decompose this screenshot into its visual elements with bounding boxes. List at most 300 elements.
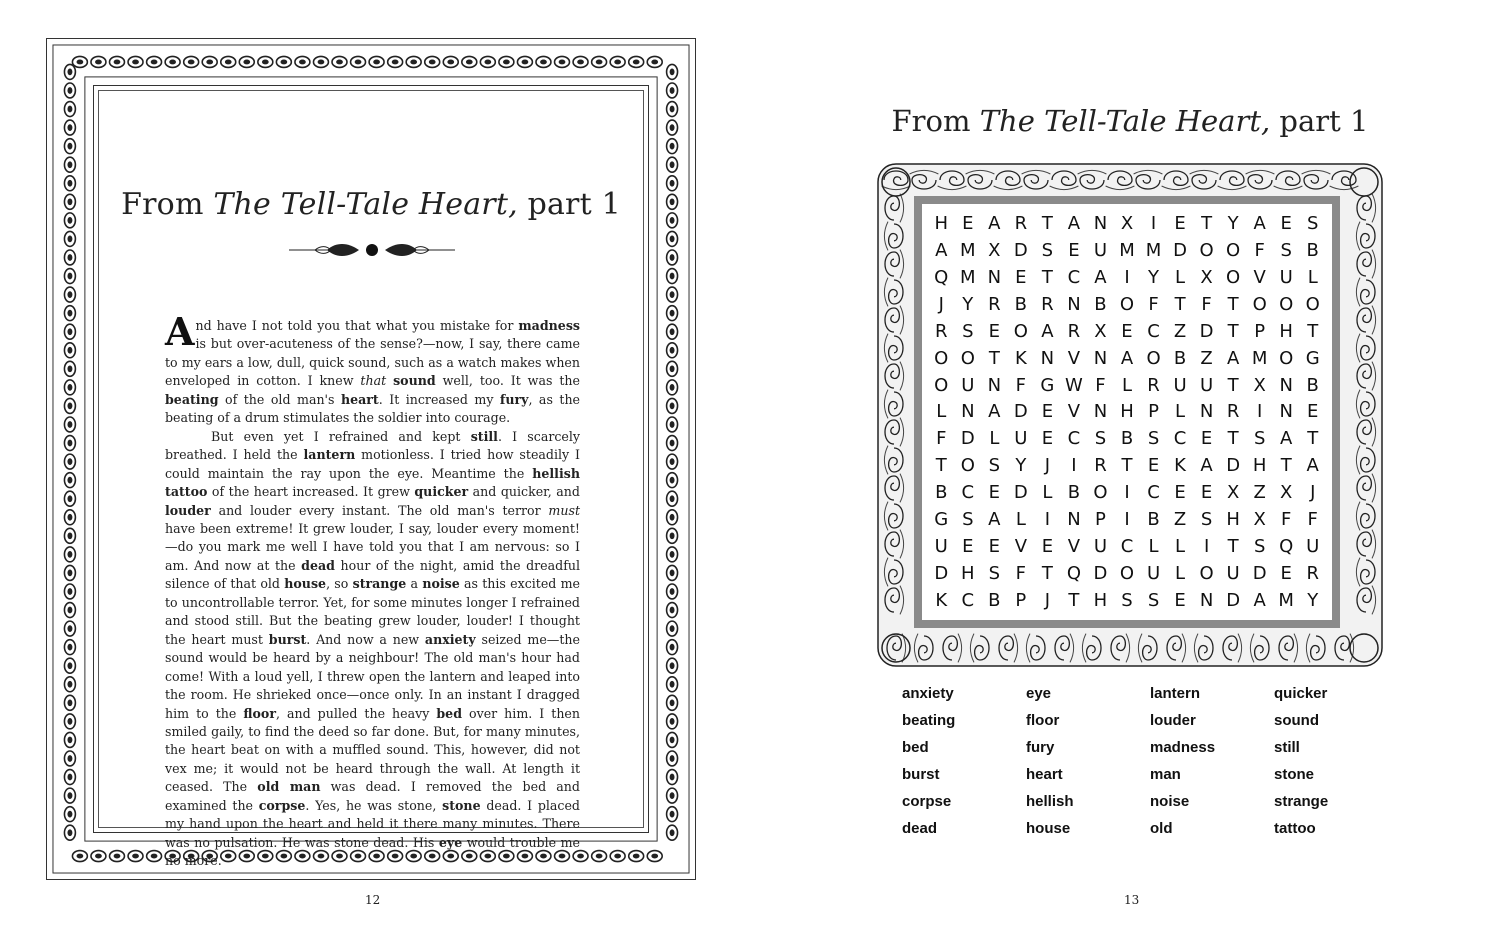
grid-cell: Z xyxy=(1200,347,1213,369)
grid-cell: R xyxy=(988,293,1001,315)
text-run: seized me—the sound would be heard by a neighbour! The old man's hour had come! With a loud yell, I threw open the lantern and leaped into the room. He shrieked once—once only. In an instant I dragged him to the xyxy=(165,631,580,721)
grid-cell: B xyxy=(1306,374,1319,396)
grid-cell: Y xyxy=(1307,590,1319,612)
grid-cell: O xyxy=(1279,293,1294,315)
grid-cell: N xyxy=(1093,347,1108,369)
keyword: stone xyxy=(442,797,481,813)
grid-cell: F xyxy=(1254,239,1265,261)
grid-cell: R xyxy=(1147,374,1160,396)
word-list xyxy=(902,684,1362,846)
text-run: well, too. It was the xyxy=(435,373,580,389)
grid-cell: R xyxy=(1067,320,1081,342)
grid-cell: X xyxy=(1200,266,1213,288)
grid-cell: E xyxy=(1041,401,1054,423)
grid-cell: E xyxy=(962,212,974,234)
grid-cell: H xyxy=(1120,401,1134,423)
grid-cell: D xyxy=(1173,239,1187,261)
keyword: louder xyxy=(165,502,211,518)
text-run: motionless. I tried how steadily I could maintain the ray upon the eye. Meantime the xyxy=(165,447,581,481)
grid-cell: C xyxy=(1147,320,1160,342)
grid-cell: H xyxy=(934,212,949,234)
grid-cell: L xyxy=(1121,374,1132,396)
grid-cell: Z xyxy=(1173,509,1187,531)
grid-cell: U xyxy=(1306,536,1320,558)
grid-cell: U xyxy=(1093,239,1108,261)
grid-cell: E xyxy=(1174,212,1186,234)
text-run: But even yet I refrained and kept xyxy=(211,428,471,444)
keyword: bed xyxy=(436,705,462,721)
grid-cell: R xyxy=(1041,293,1054,315)
text-run: a xyxy=(406,576,423,592)
grid-cell: S xyxy=(1041,239,1054,261)
grid-cell: T xyxy=(1227,536,1239,558)
text-run: would trouble me no more. xyxy=(165,834,580,869)
grid-cell: D xyxy=(1226,455,1241,477)
letter-grid xyxy=(928,210,1326,614)
text-run: . It increased my xyxy=(378,391,500,407)
grid-cell: I xyxy=(1257,401,1263,423)
grid-cell: N xyxy=(1093,212,1108,234)
grid-cell: N xyxy=(1093,401,1108,423)
grid-cell: A xyxy=(1094,266,1107,288)
grid-cell: N xyxy=(1067,293,1081,315)
grid-cell: N xyxy=(1040,347,1055,369)
grid-cell: K xyxy=(1174,455,1186,477)
grid-cell: F xyxy=(936,428,947,450)
search-word: madness xyxy=(1150,739,1216,756)
grid-cell: M xyxy=(960,239,976,261)
grid-cell: B xyxy=(1014,293,1028,315)
title-suffix: part 1 xyxy=(517,187,621,222)
grid-cell: D xyxy=(1093,563,1108,585)
grid-cell: T xyxy=(1068,590,1080,612)
grid-cell: T xyxy=(1227,428,1239,450)
grid-cell: T xyxy=(1227,293,1239,315)
grid-cell: J xyxy=(1310,482,1316,504)
grid-cell: E xyxy=(988,320,1001,342)
grid-cell: D xyxy=(934,563,949,585)
grid-cell: A xyxy=(1280,428,1293,450)
grid-cell: S xyxy=(1253,428,1266,450)
grid-cell: N xyxy=(1199,401,1214,423)
grid-cell: N xyxy=(1067,509,1081,531)
grid-cell: O xyxy=(1199,563,1214,585)
search-word: heart xyxy=(1026,766,1063,783)
grid-cell: F xyxy=(1015,374,1027,396)
text-run: over him. I then smiled gaily, to find the deed so far done. But, for many minutes, the heart beat on with a muffled sound. This, however, did not vex me; it would not be heard through the wall. At length it ceased. The xyxy=(165,705,580,795)
grid-cell: V xyxy=(1253,266,1266,288)
search-word: burst xyxy=(902,766,940,783)
grid-cell: R xyxy=(1306,563,1319,585)
search-word: noise xyxy=(1150,793,1190,810)
grid-cell: V xyxy=(1067,401,1081,423)
grid-cell: J xyxy=(938,293,944,315)
search-word: tattoo xyxy=(1274,820,1316,837)
grid-cell: U xyxy=(961,374,975,396)
grid-cell: B xyxy=(935,482,948,504)
grid-cell: X xyxy=(1094,320,1107,342)
grid-cell: S xyxy=(1147,428,1160,450)
grid-cell: O xyxy=(1119,563,1135,585)
grid-cell: T xyxy=(935,455,947,477)
grid-cell: O xyxy=(1093,482,1108,504)
text-run: was dead. I removed the bed and examined the xyxy=(165,779,580,813)
grid-cell: L xyxy=(989,428,1000,450)
grid-cell: C xyxy=(1067,266,1081,288)
grid-cell: E xyxy=(1015,266,1027,288)
keyword: old man xyxy=(257,779,321,795)
grid-cell: U xyxy=(934,536,948,558)
grid-cell: B xyxy=(1306,239,1319,261)
grid-cell: E xyxy=(1068,239,1080,261)
search-word: lantern xyxy=(1150,685,1201,702)
grid-cell: O xyxy=(960,455,975,477)
search-word: eye xyxy=(1026,685,1052,702)
paragraph-1 xyxy=(165,309,581,428)
grid-cell: C xyxy=(1147,482,1160,504)
text-run: . And now a new xyxy=(306,631,425,647)
grid-cell: Y xyxy=(1227,212,1239,234)
grid-cell: T xyxy=(1227,374,1239,396)
grid-cell: E xyxy=(1280,563,1292,585)
grid-cell: E xyxy=(1041,536,1054,558)
grid-cell: T xyxy=(1174,293,1186,315)
grid-cell: N xyxy=(1279,374,1293,396)
title-italic: The Tell-Tale Heart, xyxy=(979,104,1271,138)
text-run: must xyxy=(548,502,580,518)
grid-cell: D xyxy=(1013,401,1028,423)
grid-cell: Y xyxy=(1148,266,1160,288)
title-suffix: part 1 xyxy=(1270,104,1369,138)
grid-cell: E xyxy=(988,536,1001,558)
grid-cell: R xyxy=(1014,212,1028,234)
grid-cell: V xyxy=(1067,536,1081,558)
search-word: louder xyxy=(1150,712,1196,729)
grid-cell: Y xyxy=(1015,455,1027,477)
grid-cell: S xyxy=(1121,590,1133,612)
keyword: quicker xyxy=(414,484,469,500)
text-run: and quicker, and xyxy=(468,484,580,500)
grid-cell: S xyxy=(988,563,1001,585)
search-word: dead xyxy=(902,820,938,837)
grid-cell: D xyxy=(1013,239,1028,261)
grid-cell: D xyxy=(960,428,975,450)
grid-cell: F xyxy=(1307,509,1318,531)
grid-cell: A xyxy=(1041,320,1054,342)
grid-cell: P xyxy=(1015,590,1027,612)
grid-cell: E xyxy=(1174,482,1186,504)
grid-cell: A xyxy=(1253,212,1266,234)
grid-cell: P xyxy=(1148,401,1159,423)
grid-cell: I xyxy=(1150,212,1157,234)
grid-cell: N xyxy=(1279,401,1293,423)
grid-cell: F xyxy=(1281,509,1292,531)
grid-cell: S xyxy=(962,320,974,342)
grid-cell: S xyxy=(962,509,974,531)
search-word: quicker xyxy=(1274,685,1328,702)
text-run: of the old man's xyxy=(218,391,341,407)
keyword: madness xyxy=(518,318,580,333)
grid-cell: C xyxy=(1173,428,1187,450)
grid-cell: B xyxy=(1120,428,1134,450)
word-search-puzzle xyxy=(914,196,1340,628)
grid-cell: Q xyxy=(1279,536,1294,558)
grid-cell: S xyxy=(1307,212,1319,234)
grid-cell: P xyxy=(1095,509,1106,531)
grid-cell: A xyxy=(1226,347,1240,369)
grid-cell: N xyxy=(1199,590,1214,612)
right-page-title xyxy=(880,104,1380,138)
grid-cell: Q xyxy=(934,266,949,288)
grid-cell: L xyxy=(1175,536,1186,558)
text-run: and louder every instant. The old man's terror xyxy=(210,502,549,518)
grid-cell: T xyxy=(1307,428,1319,450)
grid-cell: X xyxy=(1280,482,1293,504)
text-run: is but over-acuteness of the sense?—now, I say, there came to my ears a low, dull, quick sound, such as a watch makes when enveloped in cotton. I knew xyxy=(165,336,580,389)
grid-cell: N xyxy=(961,401,975,423)
grid-cell: S xyxy=(1094,428,1107,450)
grid-cell: A xyxy=(935,239,948,261)
grid-cell: V xyxy=(1067,347,1081,369)
grid-cell: O xyxy=(1146,347,1161,369)
grid-cell: F xyxy=(1095,374,1106,396)
keyword: still xyxy=(470,428,498,444)
grid-cell: F xyxy=(1015,563,1027,585)
grid-cell: A xyxy=(1200,455,1213,477)
grid-cell: E xyxy=(1174,590,1186,612)
grid-cell: X xyxy=(1120,212,1134,234)
grid-cell: E xyxy=(1041,428,1054,450)
search-word: fury xyxy=(1026,739,1055,756)
grid-cell: Z xyxy=(1253,482,1266,504)
grid-cell: G xyxy=(1040,374,1055,396)
grid-cell: O xyxy=(1305,293,1320,315)
search-word: floor xyxy=(1026,712,1060,729)
grid-cell: L xyxy=(1307,266,1318,288)
title-prefix: From xyxy=(121,187,214,222)
grid-cell: K xyxy=(1014,347,1027,369)
grid-cell: H xyxy=(1226,509,1240,531)
keyword: floor xyxy=(243,705,276,721)
grid-cell: O xyxy=(1252,293,1267,315)
story-excerpt xyxy=(165,309,581,871)
grid-cell: J xyxy=(1044,590,1051,612)
grid-cell: V xyxy=(1014,536,1028,558)
title-italic: The Tell-Tale Heart, xyxy=(213,187,518,222)
grid-cell: E xyxy=(1147,455,1160,477)
search-word: man xyxy=(1150,766,1181,783)
paragraph-2 xyxy=(165,428,580,871)
text-run: , as the beating of a drum stimulates the soldier into courage. xyxy=(165,391,581,426)
grid-cell: X xyxy=(1253,509,1266,531)
text-run: hour of the night, amid the dreadful silence of that old xyxy=(165,557,580,592)
grid-cell: C xyxy=(1067,428,1081,450)
left-page-number: 12 xyxy=(365,893,381,907)
grid-cell: X xyxy=(988,239,1001,261)
grid-cell: B xyxy=(988,590,1001,612)
grid-cell: U xyxy=(1014,428,1028,450)
grid-cell: N xyxy=(987,374,1002,396)
left-page-title xyxy=(47,187,695,222)
text-run: , so xyxy=(326,576,353,592)
keyword: anxiety xyxy=(424,631,476,647)
fleuron-divider-icon xyxy=(287,237,457,263)
right-page-number: 13 xyxy=(1124,893,1140,907)
grid-cell: F xyxy=(1148,293,1159,315)
keyword: fury xyxy=(499,391,529,407)
grid-cell: A xyxy=(988,509,1001,531)
grid-cell: L xyxy=(1175,401,1186,423)
grid-cell: D xyxy=(1199,320,1214,342)
grid-cell: L xyxy=(1175,266,1186,288)
grid-cell: A xyxy=(1253,590,1266,612)
keyword: heart xyxy=(340,391,379,407)
grid-cell: I xyxy=(1071,455,1077,477)
search-word: anxiety xyxy=(902,685,954,702)
grid-cell: S xyxy=(1280,239,1292,261)
search-word: beating xyxy=(902,712,956,729)
title-prefix: From xyxy=(891,104,980,138)
grid-cell: T xyxy=(1041,266,1053,288)
grid-cell: L xyxy=(1042,482,1053,504)
text-run: . I scarcely breathed. I held the xyxy=(165,428,580,463)
grid-cell: M xyxy=(1251,347,1268,369)
grid-cell: T xyxy=(1041,563,1053,585)
grid-cell: J xyxy=(1044,455,1051,477)
grid-cell: O xyxy=(1226,239,1241,261)
grid-cell: B xyxy=(1147,509,1160,531)
keyword: lantern xyxy=(303,447,356,463)
grid-cell: M xyxy=(1278,590,1294,612)
grid-cell: E xyxy=(1280,212,1292,234)
grid-cell: F xyxy=(1201,293,1212,315)
keyword: eye xyxy=(438,834,463,850)
grid-cell: Y xyxy=(962,293,974,315)
keyword: dead xyxy=(301,557,335,573)
grid-cell: Z xyxy=(1173,320,1187,342)
grid-cell: X xyxy=(1253,374,1266,396)
search-word: house xyxy=(1026,820,1071,837)
grid-cell: E xyxy=(1200,428,1213,450)
grid-cell: M xyxy=(1145,239,1162,261)
grid-cell: T xyxy=(988,347,1000,369)
drop-cap: A xyxy=(165,309,195,354)
search-word: strange xyxy=(1274,793,1329,810)
grid-cell: D xyxy=(1013,482,1028,504)
keyword: corpse xyxy=(258,797,306,813)
grid-cell: H xyxy=(1252,455,1267,477)
grid-cell: S xyxy=(988,455,1001,477)
grid-cell: D xyxy=(1226,590,1241,612)
grid-cell: I xyxy=(1124,509,1130,531)
grid-cell: L xyxy=(1175,563,1186,585)
grid-cell: U xyxy=(1200,374,1214,396)
grid-cell: M xyxy=(1119,239,1135,261)
grid-cell: O xyxy=(1199,239,1214,261)
grid-cell: S xyxy=(1147,590,1160,612)
grid-cell: P xyxy=(1254,320,1266,342)
grid-cell: E xyxy=(1200,482,1213,504)
grid-cell: A xyxy=(988,212,1001,234)
grid-cell: D xyxy=(1252,563,1267,585)
grid-cell: H xyxy=(1279,320,1293,342)
grid-cell: S xyxy=(1253,536,1266,558)
grid-cell: O xyxy=(1279,347,1294,369)
grid-cell: U xyxy=(1146,563,1161,585)
grid-cell: E xyxy=(988,482,1001,504)
grid-cell: O xyxy=(934,347,949,369)
grid-cell: X xyxy=(1226,482,1240,504)
grid-cell: H xyxy=(1093,590,1108,612)
keyword: strange xyxy=(352,576,407,592)
grid-cell: R xyxy=(935,320,948,342)
keyword: hellish tattoo xyxy=(165,465,580,500)
grid-cell: I xyxy=(1124,266,1130,288)
grid-cell: T xyxy=(1121,455,1133,477)
grid-cell: S xyxy=(1200,509,1213,531)
text-run: , and pulled the heavy xyxy=(275,705,437,721)
search-word: corpse xyxy=(902,793,952,810)
text-run: have been extreme! It grew louder, I say, louder every moment!—do you mark me well I have told you that I am nervous: so I am. And now at the xyxy=(165,520,580,573)
keyword: sound xyxy=(393,373,436,389)
grid-cell: M xyxy=(960,266,976,288)
grid-cell: R xyxy=(1226,401,1240,423)
grid-cell: T xyxy=(1201,212,1213,234)
grid-cell: E xyxy=(1121,320,1133,342)
grid-cell: G xyxy=(934,509,949,531)
grid-cell: U xyxy=(1226,563,1240,585)
grid-cell: L xyxy=(936,401,947,423)
grid-cell: I xyxy=(1203,536,1210,558)
grid-cell: U xyxy=(1093,536,1108,558)
grid-cell: C xyxy=(961,482,975,504)
grid-cell: A xyxy=(988,401,1001,423)
grid-cell: R xyxy=(1094,455,1107,477)
grid-cell: O xyxy=(1226,266,1241,288)
grid-cell: Q xyxy=(1066,563,1081,585)
text-run: as this excited me to uncontrollable terror. Yet, for some minutes longer I refrained and stood still. But the beating grew louder, louder! I thought the heart must xyxy=(165,576,580,647)
keyword: burst xyxy=(268,631,307,647)
text-run: nd have I not told you that what you mistake for xyxy=(195,318,519,333)
grid-cell: U xyxy=(1279,266,1293,288)
grid-cell: O xyxy=(1013,320,1028,342)
grid-cell: T xyxy=(1227,320,1239,342)
grid-cell: E xyxy=(962,536,974,558)
grid-cell: B xyxy=(1173,347,1187,369)
grid-cell: B xyxy=(1067,482,1081,504)
grid-cell: C xyxy=(1120,536,1134,558)
grid-cell: O xyxy=(960,347,975,369)
left-page-border xyxy=(46,38,696,880)
grid-cell: H xyxy=(961,563,975,585)
search-word: stone xyxy=(1274,766,1315,783)
keyword: house xyxy=(284,576,327,592)
search-word: old xyxy=(1150,820,1173,837)
grid-cell: A xyxy=(1120,347,1134,369)
text-run: of the heart increased. It grew xyxy=(207,484,415,500)
text-run: that xyxy=(360,373,387,389)
grid-cell: T xyxy=(1307,320,1319,342)
keyword: noise xyxy=(422,576,460,592)
grid-cell: A xyxy=(1067,212,1081,234)
grid-cell: L xyxy=(1148,536,1159,558)
text-run: dead. I placed my hand upon the heart and held it there many minutes. There was no pulsation. He was stone dead. His xyxy=(165,797,580,850)
grid-cell: B xyxy=(1094,293,1107,315)
grid-cell: L xyxy=(1015,509,1026,531)
grid-cell: C xyxy=(961,590,975,612)
grid-cell: I xyxy=(1124,482,1130,504)
grid-cell: I xyxy=(1044,509,1051,531)
